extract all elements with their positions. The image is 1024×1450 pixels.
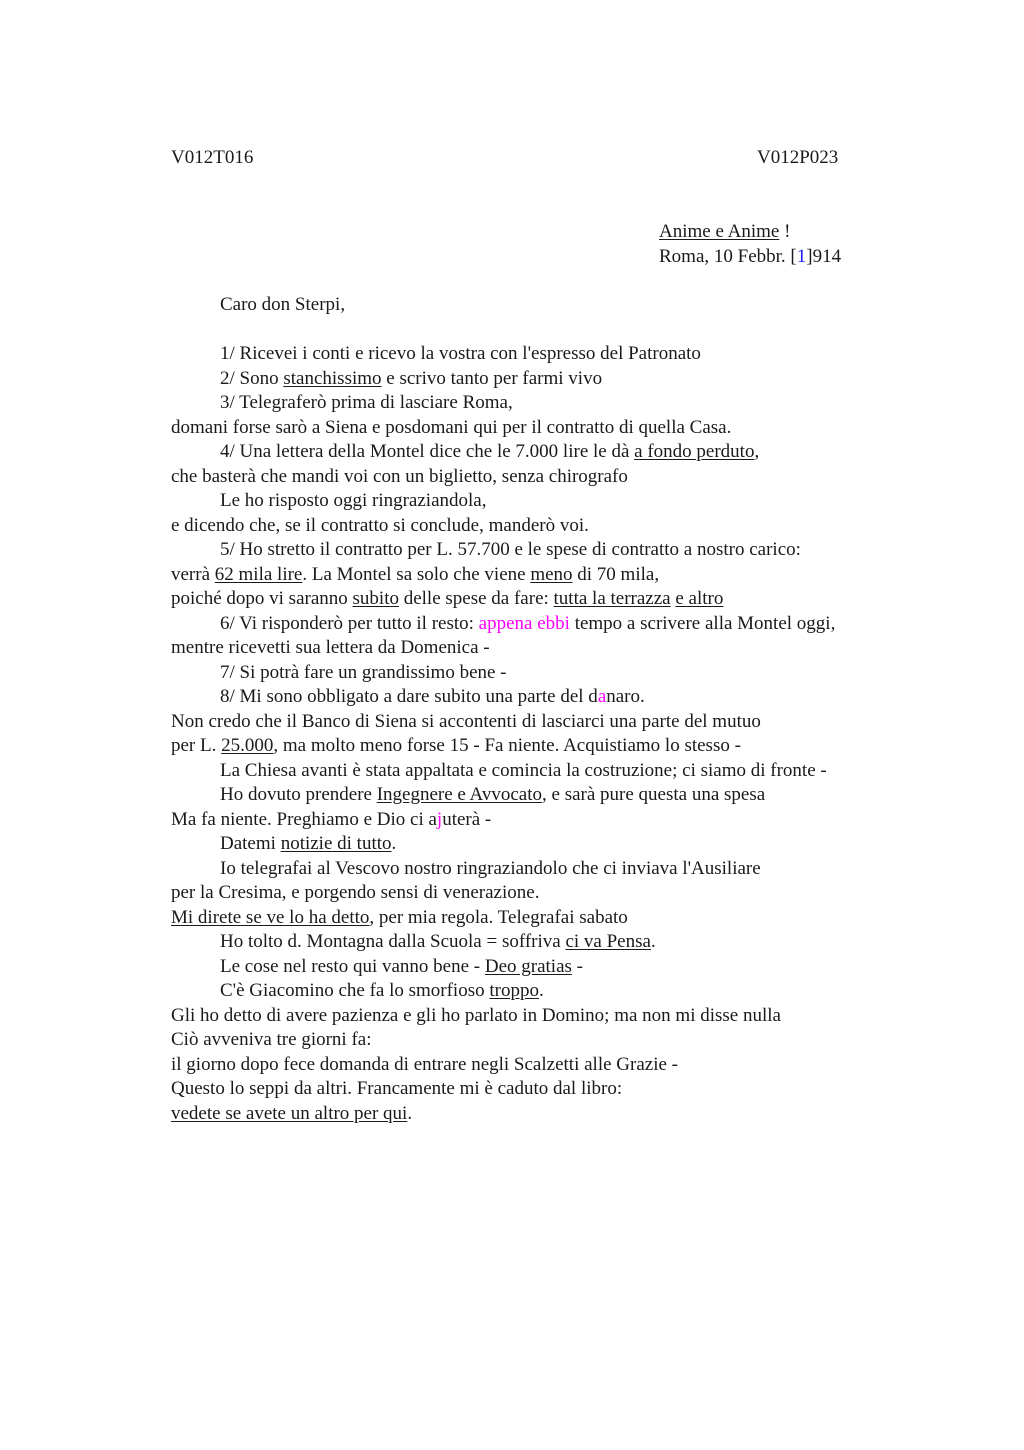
text-segment: 3/ Telegraferò prima di lasciare Roma, [220, 392, 513, 413]
text-segment: . La Montel sa solo che viene [302, 563, 531, 585]
body-line [171, 710, 931, 735]
underlined-text: ci va Pensa [565, 931, 651, 952]
text-segment: - [571, 955, 583, 977]
text-segment: Le cose nel resto qui vanno bene - [220, 955, 485, 977]
text-segment: mentre ricevetti sua lettera da Domenica - [171, 637, 490, 658]
body-line [171, 955, 931, 980]
text-segment: 4/ Una lettera della Montel dice che le 7.000 lire le dà [220, 441, 635, 462]
body-line [171, 661, 931, 686]
text-segment: , per mia regola. Telegrafai sabato [369, 906, 628, 928]
text-segment: uterà - [442, 808, 492, 830]
text-segment: Ma fa niente. Preghiamo e Dio ci a [171, 808, 437, 830]
underlined-text: 25.000 [221, 735, 274, 756]
text-segment: , [754, 441, 760, 462]
text-segment: e dicendo che, se il contratto si conclude, manderò voi. [171, 514, 589, 536]
body-line [171, 367, 931, 392]
text-segment: Ho tolto d. Montagna dalla Scuola = soffriva [220, 931, 566, 952]
text-segment: C'è Giacomino che fa lo smorfioso [220, 980, 490, 1001]
text-segment: . [391, 833, 397, 854]
letter-date-prefix: Roma, 10 Febbr. [ [659, 245, 797, 267]
text-segment: 8/ Mi sono obbligato a dare subito una parte del d [220, 686, 598, 707]
text-segment: 7/ Si potrà fare un grandissimo bene - [220, 661, 507, 683]
text-segment: . [538, 980, 544, 1001]
text-segment: delle spese da fare: [398, 588, 554, 609]
text-segment: 5/ Ho stretto il contratto per L. 57.700 e le spese di contratto a nostro carico: [220, 539, 801, 560]
text-segment: Gli ho detto di avere pazienza e gli ho parlato in Domino; ma non mi disse nulla [171, 1004, 781, 1026]
text-segment: . [650, 931, 656, 952]
text-segment: Io telegrafai al Vescovo nostro ringraziandolo che ci inviava l'Ausiliare [220, 857, 761, 879]
text-segment: 6/ Vi risponderò per tutto il resto: [220, 612, 479, 634]
body-line [171, 514, 931, 539]
text-segment: tempo a scrivere alla Montel oggi, [569, 612, 836, 634]
body-line [171, 1028, 931, 1053]
salutation: Caro don Sterpi, [220, 294, 346, 315]
editorial-correction: j [436, 808, 443, 830]
body-line [171, 930, 931, 955]
text-segment: e scrivo tanto per farmi vivo [381, 367, 603, 389]
letter-body [171, 342, 931, 1126]
body-line [171, 906, 931, 931]
body-line [171, 1077, 931, 1102]
text-segment: . [407, 1102, 413, 1124]
editorial-correction: appena ebbi [478, 612, 570, 634]
body-line [171, 979, 931, 1004]
underlined-text: stanchissimo [283, 367, 382, 389]
body-line [171, 587, 931, 612]
underlined-text: Mi direte se ve lo ha detto [171, 906, 370, 928]
underlined-text: a fondo perduto [634, 441, 755, 462]
letter-title-line [659, 220, 841, 245]
text-segment: Datemi [220, 833, 281, 854]
document-code-right: V012P023 [757, 147, 839, 168]
text-segment: 2/ Sono [220, 367, 284, 389]
body-line [171, 1102, 931, 1127]
text-segment: Le ho risposto oggi ringraziandola, [220, 490, 487, 511]
underlined-text: Deo gratias [484, 955, 572, 977]
body-line [171, 416, 931, 441]
underlined-text: vedete se avete un altro per qui [171, 1102, 408, 1124]
underlined-text: Ingegnere e Avvocato [376, 784, 543, 805]
body-line [171, 440, 931, 465]
underlined-text: 62 mila lire [214, 563, 303, 585]
letter-title-suffix: ! [779, 221, 791, 242]
body-line [171, 685, 931, 710]
text-segment: , ma molto meno forse 15 - Fa niente. Acquistiamo lo stesso - [273, 735, 741, 756]
underlined-text: e altro [675, 588, 724, 609]
body-line [171, 489, 931, 514]
body-line [171, 783, 931, 808]
body-line [171, 1053, 931, 1078]
underlined-text: tutta la terrazza [553, 588, 671, 609]
text-segment: poiché dopo vi saranno [171, 588, 353, 609]
document-code-left: V012T016 [171, 147, 254, 168]
text-segment: La Chiesa avanti è stata appaltata e comincia la costruzione; ci siamo di fronte - [220, 759, 827, 781]
text-segment: 1/ Ricevei i conti e ricevo la vostra con l'espresso del Patronato [220, 343, 701, 364]
body-line [171, 1004, 931, 1029]
text-segment: domani forse sarò a Siena e posdomani qui per il contratto di quella Casa. [171, 416, 732, 438]
underlined-text: meno [530, 563, 573, 585]
letter-date-editorial-digit: 1 [796, 245, 807, 267]
body-line [171, 465, 931, 490]
text-segment: Non credo che il Banco di Siena si accontenti di lasciarci una parte del mutuo [171, 710, 761, 732]
body-line [171, 538, 931, 563]
underlined-text: notizie di tutto [280, 833, 392, 854]
body-line [171, 857, 931, 882]
text-segment: Questo lo seppi da altri. Francamente mi è caduto dal libro: [171, 1078, 623, 1099]
text-segment: per L. [171, 735, 222, 756]
body-line [171, 759, 931, 784]
letter-heading [659, 220, 841, 269]
body-line [171, 832, 931, 857]
body-line [171, 734, 931, 759]
text-segment: che basterà che mandi voi con un biglietto, senza chirografo [171, 465, 628, 487]
text-segment: Ho dovuto prendere [220, 784, 377, 805]
body-line [171, 342, 931, 367]
body-line [171, 808, 931, 833]
text-segment: Ciò avveniva tre giorni fa: [171, 1029, 372, 1050]
body-line [171, 881, 931, 906]
body-line [171, 391, 931, 416]
text-segment: , e sarà pure questa una spesa [542, 784, 766, 805]
underlined-text: troppo [489, 980, 539, 1001]
text-segment: il giorno dopo fece domanda di entrare negli Scalzetti alle Grazie - [171, 1053, 678, 1075]
letter-title: Anime e Anime [659, 221, 780, 242]
letter-date [659, 245, 841, 270]
body-line [171, 612, 931, 637]
body-line [171, 563, 931, 588]
body-line [171, 636, 931, 661]
underlined-text: subito [352, 588, 399, 609]
text-segment: per la Cresima, e porgendo sensi di venerazione. [171, 882, 540, 903]
text-segment: verrà [171, 563, 215, 585]
editorial-correction: a [597, 686, 607, 707]
letter-date-suffix: ]914 [806, 245, 842, 267]
text-segment: naro. [606, 686, 645, 707]
text-segment: di 70 mila, [572, 563, 660, 585]
